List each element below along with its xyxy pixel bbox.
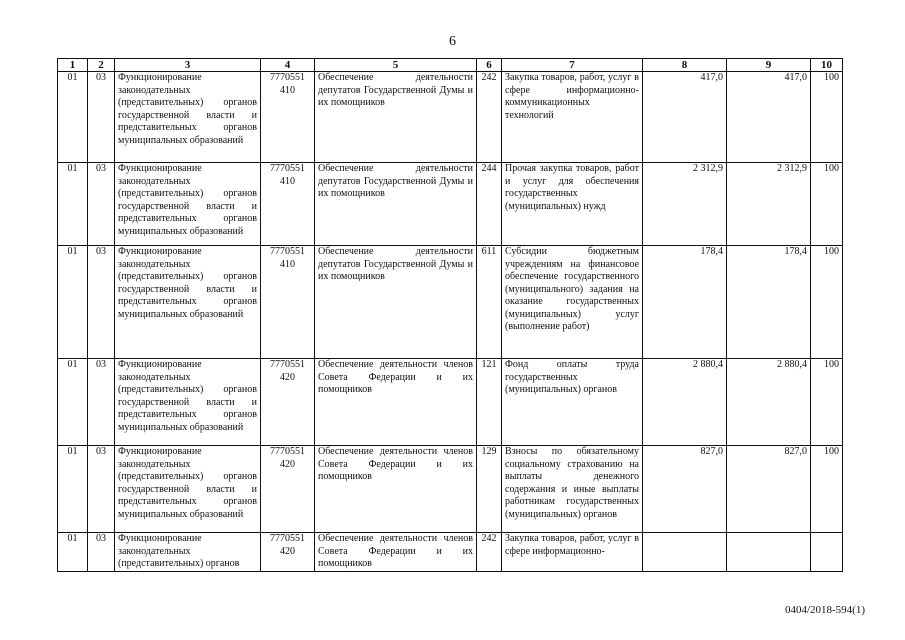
target-article-code: 7770551 420 <box>261 533 315 572</box>
expense-type-name: Субсидии бюджетным учреждениям на финансовое обеспечение государственного (муниципального) задания на оказание государственных (муниципальных) услуг (выполнение работ) <box>502 246 643 359</box>
table-row <box>58 359 843 446</box>
target-article-code: 7770551 410 <box>261 72 315 163</box>
expense-type-code: 242 <box>477 533 502 572</box>
column-header-9: 9 <box>727 59 811 72</box>
subsection-code: 03 <box>88 359 115 446</box>
target-article-name: Обеспечение деятельности депутатов Государственной Думы и их помощников <box>315 163 477 246</box>
section-code: 01 <box>58 359 88 446</box>
subsection-code: 03 <box>88 246 115 359</box>
section-name: Функционирование законодательных (представительных) органов государственной власти и представительных органов муниципальных образований <box>115 359 261 446</box>
expense-type-code: 244 <box>477 163 502 246</box>
amount-planned: 178,4 <box>643 246 727 359</box>
section-code: 01 <box>58 163 88 246</box>
target-article-code: 7770551 420 <box>261 446 315 533</box>
column-header-5: 5 <box>315 59 477 72</box>
amount-executed <box>727 533 811 572</box>
column-header-6: 6 <box>477 59 502 72</box>
amount-executed: 827,0 <box>727 446 811 533</box>
amount-planned: 2 312,9 <box>643 163 727 246</box>
target-article-name: Обеспечение деятельности членов Совета Федерации и их помощников <box>315 446 477 533</box>
expense-type-code: 129 <box>477 446 502 533</box>
column-header-3: 3 <box>115 59 261 72</box>
execution-percent: 100 <box>811 246 843 359</box>
table-row <box>58 72 843 163</box>
column-header-8: 8 <box>643 59 727 72</box>
page-number: 6 <box>449 34 456 49</box>
budget-table <box>57 58 843 572</box>
column-number-header-row <box>58 59 843 72</box>
expense-type-name: Фонд оплаты труда государственных (муниципальных) органов <box>502 359 643 446</box>
section-name: Функционирование законодательных (представительных) органов государственной власти и представительных органов муниципальных образований <box>115 72 261 163</box>
target-article-name: Обеспечение деятельности членов Совета Федерации и их помощников <box>315 533 477 572</box>
table-row <box>58 246 843 359</box>
section-code: 01 <box>58 246 88 359</box>
section-name: Функционирование законодательных (представительных) органов <box>115 533 261 572</box>
target-article-code: 7770551 420 <box>261 359 315 446</box>
target-article-name: Обеспечение деятельности членов Совета Федерации и их помощников <box>315 359 477 446</box>
section-code: 01 <box>58 446 88 533</box>
section-code: 01 <box>58 533 88 572</box>
target-article-code: 7770551 410 <box>261 246 315 359</box>
amount-planned: 2 880,4 <box>643 359 727 446</box>
amount-executed: 2 880,4 <box>727 359 811 446</box>
execution-percent <box>811 533 843 572</box>
column-header-7: 7 <box>502 59 643 72</box>
execution-percent: 100 <box>811 72 843 163</box>
expense-type-name: Закупка товаров, работ, услуг в сфере информационно-коммуникационных технологий <box>502 72 643 163</box>
expense-type-name: Прочая закупка товаров, работ и услуг для обеспечения государственных (муниципальных) нужд <box>502 163 643 246</box>
subsection-code: 03 <box>88 72 115 163</box>
column-header-10: 10 <box>811 59 843 72</box>
amount-planned: 827,0 <box>643 446 727 533</box>
column-header-1: 1 <box>58 59 88 72</box>
amount-executed: 178,4 <box>727 246 811 359</box>
document-code: 0404/2018-594(1) <box>784 604 865 616</box>
target-article-name: Обеспечение деятельности депутатов Государственной Думы и их помощников <box>315 72 477 163</box>
expense-type-code: 242 <box>477 72 502 163</box>
execution-percent: 100 <box>811 163 843 246</box>
expense-type-name: Закупка товаров, работ, услуг в сфере информационно- <box>502 533 643 572</box>
expense-type-code: 611 <box>477 246 502 359</box>
column-header-2: 2 <box>88 59 115 72</box>
target-article-code: 7770551 410 <box>261 163 315 246</box>
amount-executed: 417,0 <box>727 72 811 163</box>
subsection-code: 03 <box>88 533 115 572</box>
subsection-code: 03 <box>88 163 115 246</box>
expense-type-code: 121 <box>477 359 502 446</box>
section-code: 01 <box>58 72 88 163</box>
expense-type-name: Взносы по обязательному социальному страхованию на выплаты денежного содержания и иные выплаты работникам государственных (муниципальных) органов <box>502 446 643 533</box>
table-row <box>58 446 843 533</box>
amount-executed: 2 312,9 <box>727 163 811 246</box>
amount-planned <box>643 533 727 572</box>
section-name: Функционирование законодательных (представительных) органов государственной власти и представительных органов муниципальных образований <box>115 446 261 533</box>
amount-planned: 417,0 <box>643 72 727 163</box>
execution-percent: 100 <box>811 446 843 533</box>
table-row <box>58 163 843 246</box>
target-article-name: Обеспечение деятельности депутатов Государственной Думы и их помощников <box>315 246 477 359</box>
table-row <box>58 533 843 572</box>
column-header-4: 4 <box>261 59 315 72</box>
section-name: Функционирование законодательных (представительных) органов государственной власти и представительных органов муниципальных образований <box>115 163 261 246</box>
subsection-code: 03 <box>88 446 115 533</box>
section-name: Функционирование законодательных (представительных) органов государственной власти и представительных органов муниципальных образований <box>115 246 261 359</box>
execution-percent: 100 <box>811 359 843 446</box>
